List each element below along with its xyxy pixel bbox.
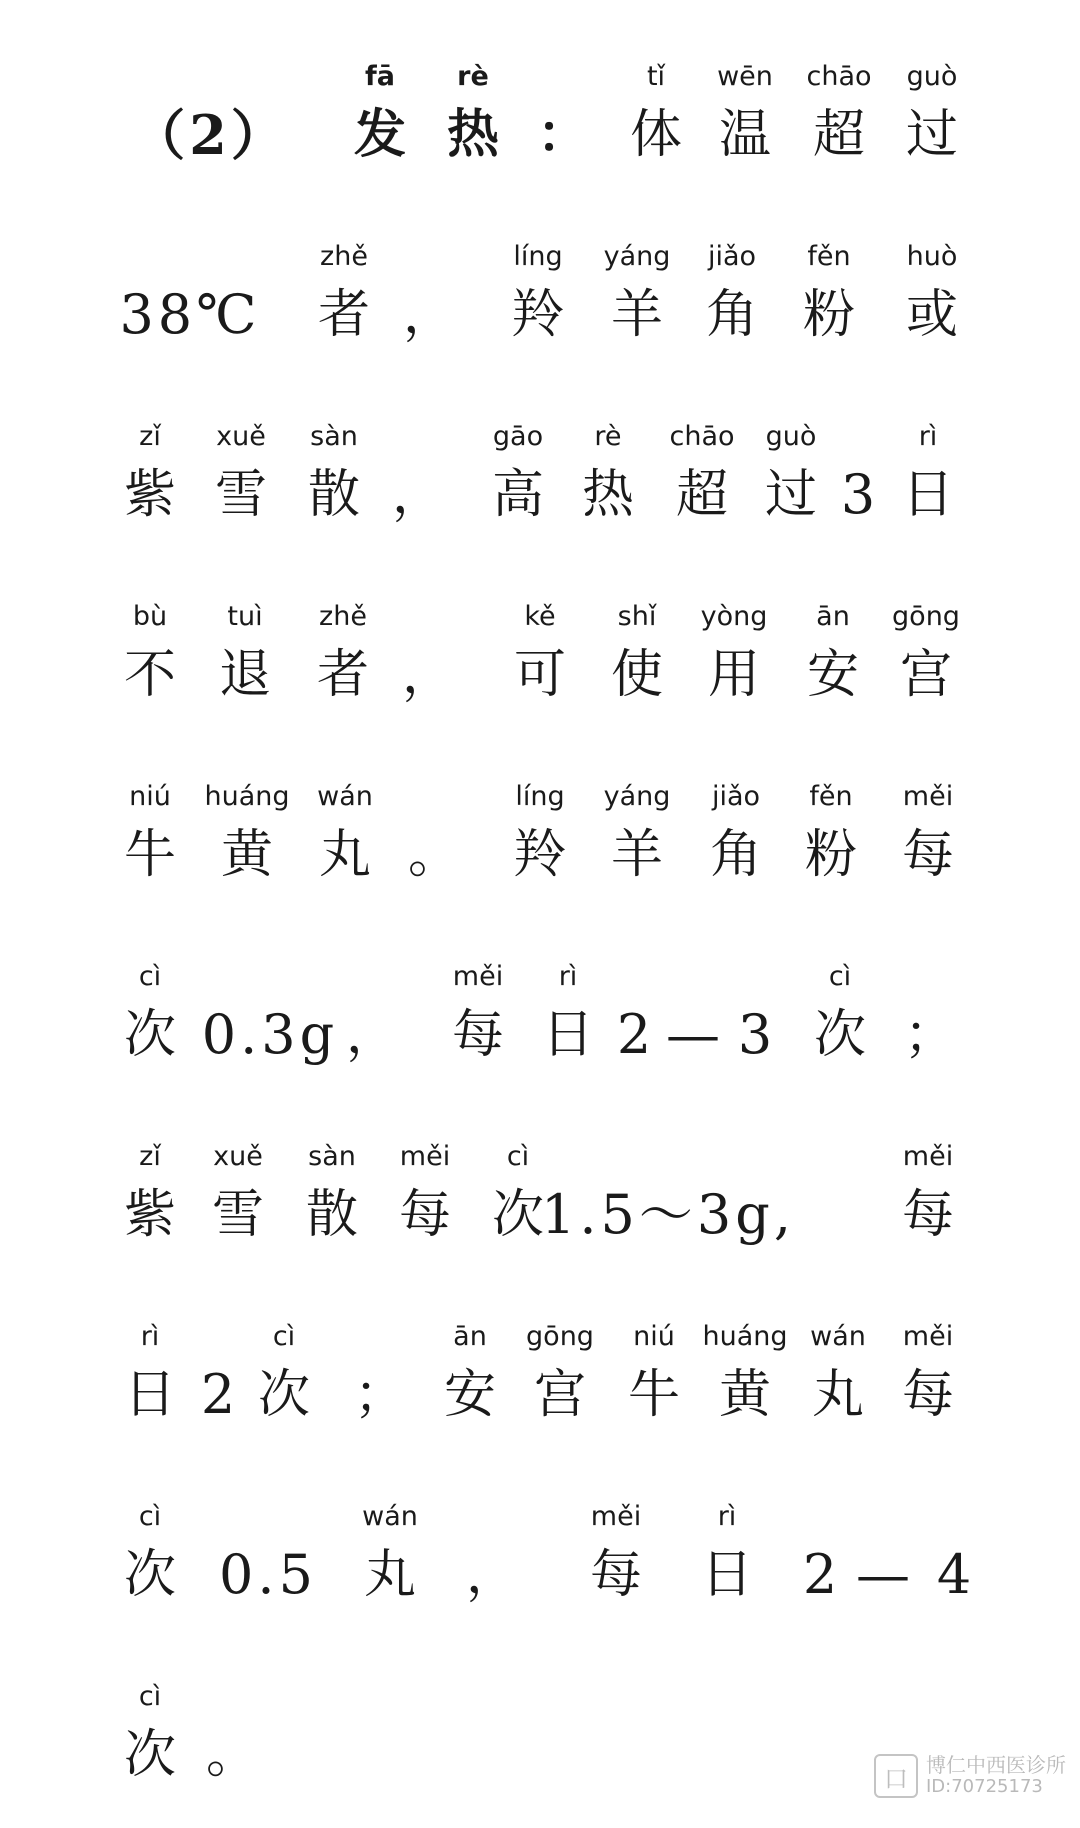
- pinyin-annotation: zhě: [320, 241, 368, 272]
- text-token: [354, 1318, 406, 1434]
- text-token: [937, 1498, 975, 1614]
- character: 使: [610, 645, 664, 705]
- character: 高: [491, 465, 545, 525]
- number-text: 3: [840, 463, 880, 526]
- character: 温: [718, 105, 771, 165]
- hanzi-with-pinyin: [452, 958, 504, 1074]
- character: ；: [903, 1005, 957, 1065]
- pinyin-annotation: niú: [129, 781, 171, 812]
- pinyin-annotation: cì: [272, 1321, 296, 1352]
- character: 超: [812, 105, 865, 165]
- text-token: [904, 958, 956, 1074]
- character: 每: [589, 1545, 643, 1605]
- hanzi-with-pinyin: [308, 418, 360, 534]
- pinyin-annotation: cì: [138, 961, 162, 992]
- pinyin-annotation: měi: [902, 1321, 954, 1352]
- number-text: 2: [802, 1543, 842, 1606]
- pinyin-annotation: tǐ: [646, 61, 666, 92]
- hanzi-with-pinyin: [604, 238, 671, 354]
- hanzi-with-pinyin: [512, 238, 564, 354]
- character: 每: [901, 1185, 955, 1245]
- hanzi-with-pinyin: [630, 58, 682, 174]
- character: 发: [353, 104, 407, 165]
- text-line: [0, 778, 1080, 928]
- pinyin-annotation: rì: [558, 961, 578, 992]
- character: 每: [901, 1365, 955, 1425]
- number-text: 1.5～3g,: [541, 1183, 795, 1246]
- text-token: [841, 418, 879, 534]
- character: 次: [123, 1545, 177, 1605]
- number-text: 38℃: [119, 283, 261, 346]
- hanzi-with-pinyin: [124, 598, 176, 714]
- hanzi-with-pinyin: [706, 238, 758, 354]
- text-token: [738, 958, 776, 1074]
- text-token: [219, 1498, 317, 1614]
- hanzi-with-pinyin: [814, 958, 866, 1074]
- character: 每: [451, 1005, 505, 1065]
- character: 用: [707, 645, 760, 705]
- number-text: （2）: [131, 103, 289, 167]
- character: 粉: [804, 825, 858, 885]
- pinyin-annotation: rì: [918, 421, 938, 452]
- pinyin-annotation: rì: [717, 1501, 737, 1532]
- pinyin-annotation: líng: [513, 241, 563, 272]
- hanzi-with-pinyin: [124, 1498, 176, 1614]
- pinyin-annotation: huáng: [702, 1321, 788, 1352]
- pinyin-annotation: cì: [828, 961, 852, 992]
- text-token: [408, 778, 460, 894]
- hanzi-with-pinyin: [805, 778, 857, 894]
- hanzi-with-pinyin: [219, 598, 271, 714]
- hanzi-with-pinyin: [124, 778, 176, 894]
- character: 热: [446, 104, 500, 165]
- character: 牛: [123, 825, 177, 885]
- character: 次: [813, 1005, 867, 1065]
- pinyin-annotation: fěn: [809, 781, 853, 812]
- hanzi-with-pinyin: [892, 598, 960, 714]
- character: ，: [401, 645, 455, 705]
- text-token: [403, 238, 455, 354]
- hanzi-with-pinyin: [902, 418, 954, 534]
- character: 宫: [899, 645, 953, 705]
- text-line: [0, 958, 1080, 1108]
- pinyin-annotation: tuì: [227, 601, 263, 632]
- text-token: [206, 1678, 258, 1794]
- watermark: [874, 1754, 1066, 1798]
- hanzi-with-pinyin: [514, 598, 566, 714]
- character: 安: [443, 1365, 497, 1425]
- character: 粉: [802, 285, 856, 345]
- character: 雪: [214, 465, 268, 525]
- text-token: [541, 1138, 795, 1254]
- pinyin-annotation: gōng: [526, 1321, 594, 1352]
- pinyin-annotation: xuě: [216, 421, 266, 452]
- hanzi-with-pinyin: [717, 58, 773, 174]
- pinyin-annotation: ān: [816, 601, 850, 632]
- character: 日: [541, 1005, 595, 1065]
- character: 热: [581, 465, 635, 525]
- character: 紫: [123, 1185, 177, 1245]
- pinyin-annotation: cì: [138, 1501, 162, 1532]
- character: 羊: [610, 825, 663, 885]
- character: 羚: [513, 825, 567, 885]
- hanzi-with-pinyin: [542, 958, 594, 1074]
- pinyin-annotation: měi: [452, 961, 504, 992]
- hanzi-with-pinyin: [447, 58, 499, 174]
- pinyin-annotation: yáng: [603, 241, 671, 272]
- hanzi-with-pinyin: [204, 778, 289, 894]
- hanzi-with-pinyin: [604, 778, 671, 894]
- pinyin-annotation: chāo: [669, 421, 735, 452]
- character: 角: [705, 285, 759, 345]
- character: 日: [123, 1365, 177, 1425]
- text-token: [803, 1498, 841, 1614]
- pinyin-annotation: gōng: [892, 601, 960, 632]
- pinyin-annotation: gāo: [492, 421, 544, 452]
- pinyin-annotation: yáng: [603, 781, 671, 812]
- hanzi-with-pinyin: [702, 1318, 787, 1434]
- hanzi-with-pinyin: [492, 418, 544, 534]
- pinyin-annotation: wēn: [717, 61, 773, 92]
- character: 或: [905, 285, 959, 345]
- hanzi-with-pinyin: [399, 1138, 451, 1254]
- watermark-logo-icon: 口: [874, 1754, 918, 1798]
- character: 散: [307, 465, 361, 525]
- number-text: —: [666, 1003, 724, 1066]
- hanzi-with-pinyin: [514, 778, 566, 894]
- hanzi-with-pinyin: [765, 418, 817, 534]
- watermark-id: ID:70725173: [926, 1776, 1043, 1797]
- hanzi-with-pinyin: [582, 418, 634, 534]
- hanzi-with-pinyin: [701, 1498, 753, 1614]
- character: 不: [123, 645, 177, 705]
- hanzi-with-pinyin: [906, 238, 958, 354]
- pinyin-annotation: rè: [594, 421, 622, 452]
- text-token: [131, 58, 289, 174]
- character: 退: [218, 645, 272, 705]
- character: 者: [316, 645, 370, 705]
- hanzi-with-pinyin: [701, 598, 768, 714]
- character: 每: [901, 825, 955, 885]
- hanzi-with-pinyin: [628, 1318, 680, 1434]
- pinyin-annotation: huò: [906, 241, 958, 272]
- hanzi-with-pinyin: [444, 1318, 496, 1434]
- pinyin-annotation: jiǎo: [711, 781, 761, 812]
- pinyin-annotation: ān: [453, 1321, 487, 1352]
- hanzi-with-pinyin: [669, 418, 734, 534]
- pinyin-annotation: bù: [132, 601, 168, 632]
- character: ，: [402, 285, 456, 345]
- number-text: 0.3g: [201, 1003, 339, 1066]
- character: 次: [491, 1185, 545, 1245]
- number-text: 3: [737, 1003, 777, 1066]
- pinyin-annotation: rì: [140, 1321, 160, 1352]
- character: 丸: [811, 1365, 864, 1425]
- text-line: [0, 58, 1080, 208]
- pinyin-annotation: yòng: [700, 601, 768, 632]
- hanzi-with-pinyin: [354, 58, 406, 174]
- character: 黄: [718, 1365, 771, 1425]
- hanzi-with-pinyin: [215, 418, 267, 534]
- text-line: [0, 1138, 1080, 1288]
- character: 紫: [123, 465, 177, 525]
- hanzi-with-pinyin: [317, 778, 373, 894]
- character: 丸: [318, 825, 371, 885]
- hanzi-with-pinyin: [317, 598, 369, 714]
- text-line: [0, 238, 1080, 388]
- hanzi-with-pinyin: [902, 1138, 954, 1254]
- pinyin-annotation: kě: [524, 601, 556, 632]
- character: 超: [675, 465, 728, 525]
- number-text: 2: [616, 1003, 656, 1066]
- character: 者: [317, 285, 371, 345]
- character: 可: [513, 645, 567, 705]
- pinyin-annotation: wán: [810, 1321, 866, 1352]
- watermark-text: [926, 1754, 1066, 1798]
- character: 散: [305, 1185, 359, 1245]
- character: 。: [407, 825, 461, 885]
- hanzi-with-pinyin: [258, 1318, 310, 1434]
- character: 次: [123, 1725, 177, 1785]
- pinyin-annotation: wán: [362, 1501, 418, 1532]
- pinyin-annotation: jiǎo: [707, 241, 757, 272]
- hanzi-with-pinyin: [902, 778, 954, 894]
- pinyin-annotation: měi: [902, 781, 954, 812]
- number-text: —: [856, 1543, 914, 1606]
- pinyin-annotation: měi: [902, 1141, 954, 1172]
- hanzi-with-pinyin: [362, 1498, 418, 1614]
- text-token: [201, 1318, 239, 1434]
- pinyin-annotation: huáng: [204, 781, 290, 812]
- character: 宫: [533, 1365, 587, 1425]
- hanzi-with-pinyin: [710, 778, 762, 894]
- character: 牛: [627, 1365, 681, 1425]
- hanzi-with-pinyin: [611, 598, 663, 714]
- text-token: [202, 958, 338, 1074]
- pinyin-annotation: wán: [317, 781, 373, 812]
- pinyin-annotation: cì: [506, 1141, 530, 1172]
- text-line: [0, 1678, 1080, 1828]
- text-line: [0, 1318, 1080, 1468]
- character: 羊: [610, 285, 663, 345]
- pinyin-annotation: guò: [765, 421, 817, 452]
- number-text: 4: [936, 1543, 976, 1606]
- pinyin-annotation: zǐ: [139, 1141, 161, 1172]
- pinyin-annotation: sàn: [310, 421, 358, 452]
- character: 每: [398, 1185, 452, 1245]
- hanzi-with-pinyin: [526, 1318, 594, 1434]
- hanzi-with-pinyin: [124, 958, 176, 1074]
- text-token: [119, 238, 260, 354]
- text-token: [856, 1498, 914, 1614]
- character: 。: [205, 1725, 259, 1785]
- number-text: 0.5: [219, 1543, 317, 1606]
- pinyin-annotation: niú: [633, 1321, 675, 1352]
- character: ，: [391, 465, 445, 525]
- watermark-name: 博仁中西医诊所: [926, 1753, 1066, 1777]
- pinyin-annotation: sàn: [308, 1141, 356, 1172]
- character: 雪: [211, 1185, 265, 1245]
- text-token: [402, 598, 454, 714]
- text-line: [0, 1498, 1080, 1648]
- pinyin-annotation: zhě: [319, 601, 367, 632]
- hanzi-with-pinyin: [906, 58, 958, 174]
- hanzi-with-pinyin: [803, 238, 855, 354]
- character: 安: [806, 645, 860, 705]
- pinyin-annotation: rè: [457, 61, 489, 92]
- pinyin-annotation: líng: [515, 781, 565, 812]
- text-line: [0, 418, 1080, 568]
- text-token: [466, 1498, 518, 1614]
- hanzi-with-pinyin: [806, 58, 871, 174]
- pinyin-annotation: shǐ: [617, 601, 657, 632]
- hanzi-with-pinyin: [810, 1318, 866, 1434]
- number-text: 2: [200, 1363, 240, 1426]
- character: 过: [905, 105, 959, 165]
- hanzi-with-pinyin: [807, 598, 859, 714]
- pinyin-annotation: chāo: [806, 61, 872, 92]
- character: ，: [345, 1005, 399, 1065]
- character: 日: [700, 1545, 754, 1605]
- pinyin-annotation: zǐ: [139, 421, 161, 452]
- pinyin-annotation: měi: [399, 1141, 451, 1172]
- character: 角: [709, 825, 763, 885]
- text-token: [666, 958, 724, 1074]
- character: 黄: [220, 825, 273, 885]
- character: ：: [536, 104, 590, 165]
- hanzi-with-pinyin: [124, 418, 176, 534]
- hanzi-with-pinyin: [306, 1138, 358, 1254]
- hanzi-with-pinyin: [590, 1498, 642, 1614]
- character: 日: [901, 465, 955, 525]
- character: ；: [353, 1365, 407, 1425]
- character: 丸: [363, 1545, 416, 1605]
- pinyin-annotation: guò: [906, 61, 958, 92]
- text-token: [346, 958, 398, 1074]
- text-token: [392, 418, 444, 534]
- character: 次: [123, 1005, 177, 1065]
- hanzi-with-pinyin: [124, 1138, 176, 1254]
- character: 过: [764, 465, 818, 525]
- hanzi-with-pinyin: [212, 1138, 264, 1254]
- hanzi-with-pinyin: [124, 1678, 176, 1794]
- hanzi-with-pinyin: [318, 238, 370, 354]
- text-line: [0, 598, 1080, 748]
- pinyin-annotation: cì: [138, 1681, 162, 1712]
- character: 次: [257, 1365, 311, 1425]
- hanzi-with-pinyin: [902, 1318, 954, 1434]
- pinyin-annotation: xuě: [213, 1141, 263, 1172]
- text-token: [537, 58, 589, 174]
- character: ，: [465, 1545, 519, 1605]
- pinyin-annotation: fā: [365, 61, 395, 92]
- pinyin-annotation: fěn: [807, 241, 851, 272]
- hanzi-with-pinyin: [492, 1138, 544, 1254]
- text-token: [617, 958, 655, 1074]
- character: 羚: [511, 285, 565, 345]
- hanzi-with-pinyin: [124, 1318, 176, 1434]
- character: 体: [629, 105, 683, 165]
- pinyin-annotation: měi: [590, 1501, 642, 1532]
